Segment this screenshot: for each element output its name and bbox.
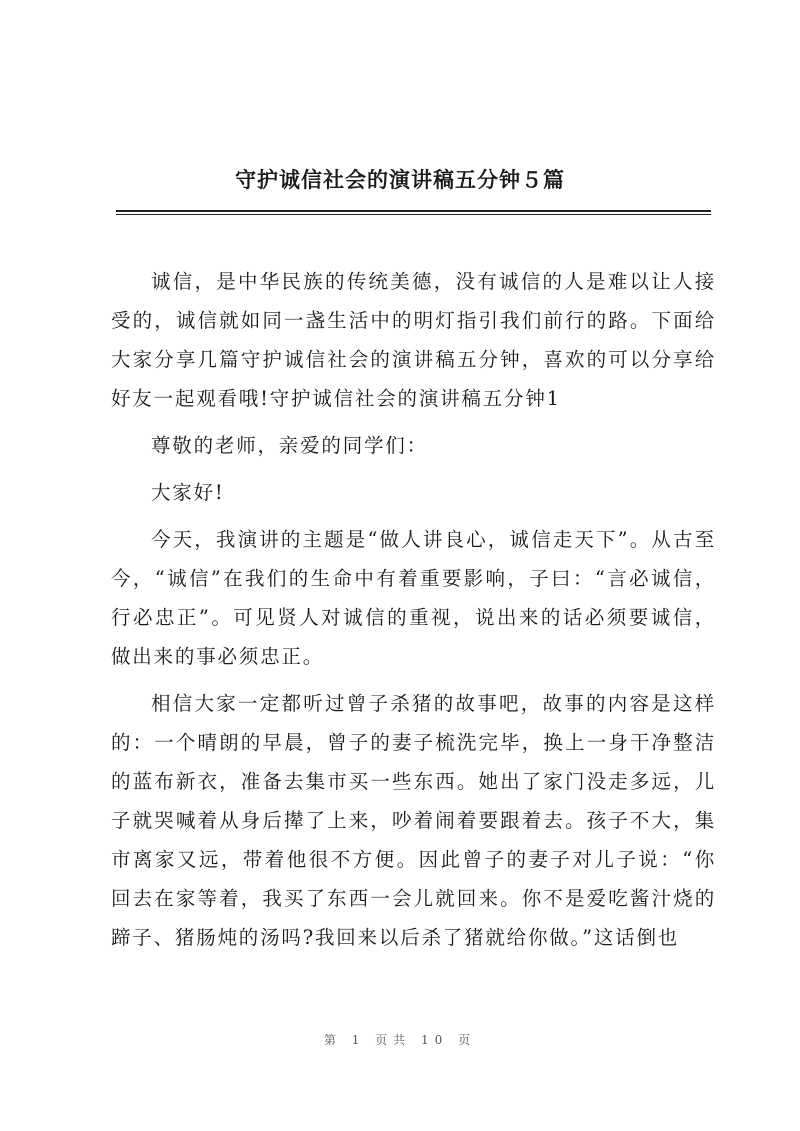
paragraph-theme: 今天，我演讲的主题是“做人讲良心，诚信走天下”。从古至今，“诚信”在我们的生命中有着重要影响，子曰：“言必诚信，行必忠正”。可见贤人对诚信的重视，说出来的话必须要诚信，做出来的事必须忠正。 [111,528,716,668]
paragraph-salutation: 尊敬的老师，亲爱的同学们： [151,434,428,457]
title-divider-thin [116,214,711,215]
page-number-footer: 第 1 页共 10 页 [323,1033,477,1047]
paragraph-intro: 诚信，是中华民族的传统美德，没有诚信的人是难以让人接受的，诚信就如同一盏生活中的明灯指引我们前行的路。下面给大家分享几篇守护诚信社会的演讲稿五分钟，喜欢的可以分享给好友一起观看哦!守护诚信社会的演讲稿五分钟1 [111,270,716,410]
paragraph-story: 相信大家一定都听过曾子杀猪的故事吧，故事的内容是这样的：一个晴朗的早晨，曾子的妻子梳洗完毕，换上一身干净整洁的蓝布新衣，准备去集市买一些东西。她出了家门没走多远，儿子就哭喊着从身后撵了上来，吵着闹着要跟着去。孩子不大，集市离家又远，带着他很不方便。因此曾子的妻子对儿子说：“你回去在家等着，我买了东西一会儿就回来。你不是爱吃酱汁烧的蹄子、猪肠炖的汤吗?我回来以后杀了猪就给你做。”这话倒也 [111,692,716,949]
page-title: 守护诚信社会的演讲稿五分钟５篇 [235,167,565,192]
document-body [111,262,716,965]
paragraph-greeting: 大家好! [151,481,225,504]
title-divider [116,210,711,212]
